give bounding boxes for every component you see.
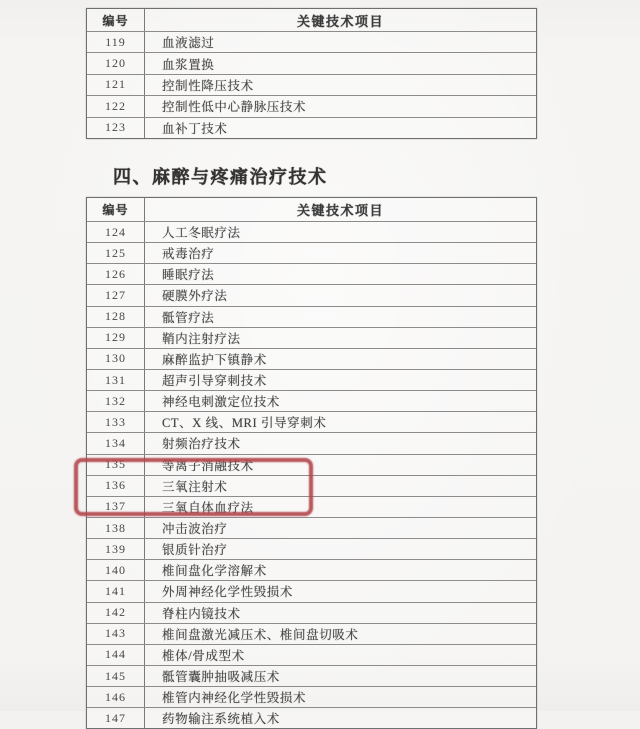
row-number: 133: [87, 412, 145, 432]
row-number: 141: [87, 581, 145, 601]
row-item-name: 超声引导穿刺技术: [162, 374, 267, 389]
row-item-name: 血浆置换: [162, 57, 215, 72]
row-number: 131: [87, 370, 145, 390]
table-row: [87, 74, 536, 95]
row-number: 146: [87, 687, 145, 707]
row-number: 125: [87, 243, 145, 263]
row-item-name: 椎体/骨成型术: [162, 648, 245, 663]
row-item-name: 三氧自体血疗法: [162, 500, 254, 515]
row-number: 134: [87, 433, 145, 453]
row-number: 126: [87, 264, 145, 284]
row-item-name: 麻醉监护下镇静术: [162, 352, 267, 367]
table-header-row: [87, 198, 536, 221]
table-row: [87, 538, 536, 559]
table-row: [87, 390, 536, 411]
table-row: [87, 117, 536, 138]
row-item-name: 骶管囊肿抽吸减压术: [162, 670, 280, 685]
row-number: 132: [87, 391, 145, 411]
row-number: 147: [87, 708, 145, 728]
row-item-name: 椎间盘激光减压术、椎间盘切吸术: [162, 627, 359, 642]
table-row: [87, 665, 536, 686]
table-row: [87, 306, 536, 327]
row-number: 144: [87, 645, 145, 665]
column-header-key-tech-project: 关键技术项目: [296, 203, 384, 218]
table-row: [87, 707, 536, 728]
row-number: 143: [87, 624, 145, 644]
row-number: 119: [87, 32, 145, 52]
row-item-name: 椎管内神经化学性毁损术: [162, 691, 307, 706]
row-item-name: 射频治疗技术: [162, 437, 241, 452]
row-number: 142: [87, 603, 145, 623]
row-number: 136: [87, 476, 145, 496]
row-number: 122: [87, 96, 145, 116]
row-number: 135: [87, 455, 145, 475]
row-item-name: 骶管疗法: [162, 310, 215, 325]
row-item-name: 银质针治疗: [162, 543, 228, 558]
table-row: [87, 432, 536, 453]
row-item-name: 冲击波治疗: [162, 522, 228, 537]
row-item-name: 等离子消融技术: [162, 458, 254, 473]
row-item-name: 睡眠疗法: [162, 268, 215, 283]
row-number: 130: [87, 349, 145, 369]
row-item-name: 血液滤过: [162, 36, 215, 51]
table-blood-purification: [86, 8, 537, 139]
row-item-name: 脊柱内镜技术: [162, 606, 241, 621]
row-number: 137: [87, 497, 145, 517]
row-number: 127: [87, 285, 145, 305]
table-row: [87, 475, 536, 496]
table-anesthesia-pain-treatment: [86, 197, 537, 729]
table-row: [87, 31, 536, 52]
table-row: [87, 686, 536, 707]
table-row: [87, 52, 536, 73]
row-item-name: 药物输注系统植入术: [162, 712, 280, 727]
table-row: [87, 242, 536, 263]
row-item-name: 三氧注射术: [162, 479, 228, 494]
table-row: [87, 263, 536, 284]
table-row: [87, 221, 536, 242]
row-item-name: 神经电刺激定位技术: [162, 395, 280, 410]
table-row: [87, 602, 536, 623]
table-row: [87, 623, 536, 644]
row-number: 138: [87, 518, 145, 538]
table-row: [87, 369, 536, 390]
table-row: [87, 580, 536, 601]
row-item-name: 鞘内注射疗法: [162, 331, 241, 346]
row-item-name: 控制性降压技术: [162, 78, 254, 93]
table-row: [87, 644, 536, 665]
row-number: 120: [87, 53, 145, 73]
row-item-name: 椎间盘化学溶解术: [162, 564, 267, 579]
row-number: 139: [87, 539, 145, 559]
row-item-name: 血补丁技术: [162, 121, 228, 136]
column-header-number: 编号: [87, 9, 145, 31]
row-item-name: 人工冬眠疗法: [162, 226, 241, 241]
row-number: 128: [87, 307, 145, 327]
table-row: [87, 496, 536, 517]
table-row: [87, 95, 536, 116]
row-item-name: 硬膜外疗法: [162, 289, 228, 304]
row-number: 121: [87, 75, 145, 95]
row-number: 145: [87, 666, 145, 686]
table-row: [87, 454, 536, 475]
column-header-key-tech-project: 关键技术项目: [296, 13, 384, 29]
table-row: [87, 348, 536, 369]
row-number: 140: [87, 560, 145, 580]
row-item-name: 控制性低中心静脉压技术: [162, 100, 307, 115]
row-item-name: 外周神经化学性毁损术: [162, 585, 294, 600]
row-number: 123: [87, 118, 145, 138]
section-title-anesthesia-pain-treatment: 四、麻醉与疼痛治疗技术: [113, 167, 328, 187]
row-number: 124: [87, 222, 145, 242]
table-row: [87, 411, 536, 432]
table-row: [87, 327, 536, 348]
table-row: [87, 517, 536, 538]
table-row: [87, 284, 536, 305]
table-header-row: [87, 9, 536, 31]
table-row: [87, 559, 536, 580]
row-item-name: 戒毒治疗: [162, 247, 215, 262]
column-header-number: 编号: [87, 198, 145, 221]
row-item-name: CT、X 线、MRI 引导穿刺术: [162, 416, 327, 431]
row-number: 129: [87, 328, 145, 348]
